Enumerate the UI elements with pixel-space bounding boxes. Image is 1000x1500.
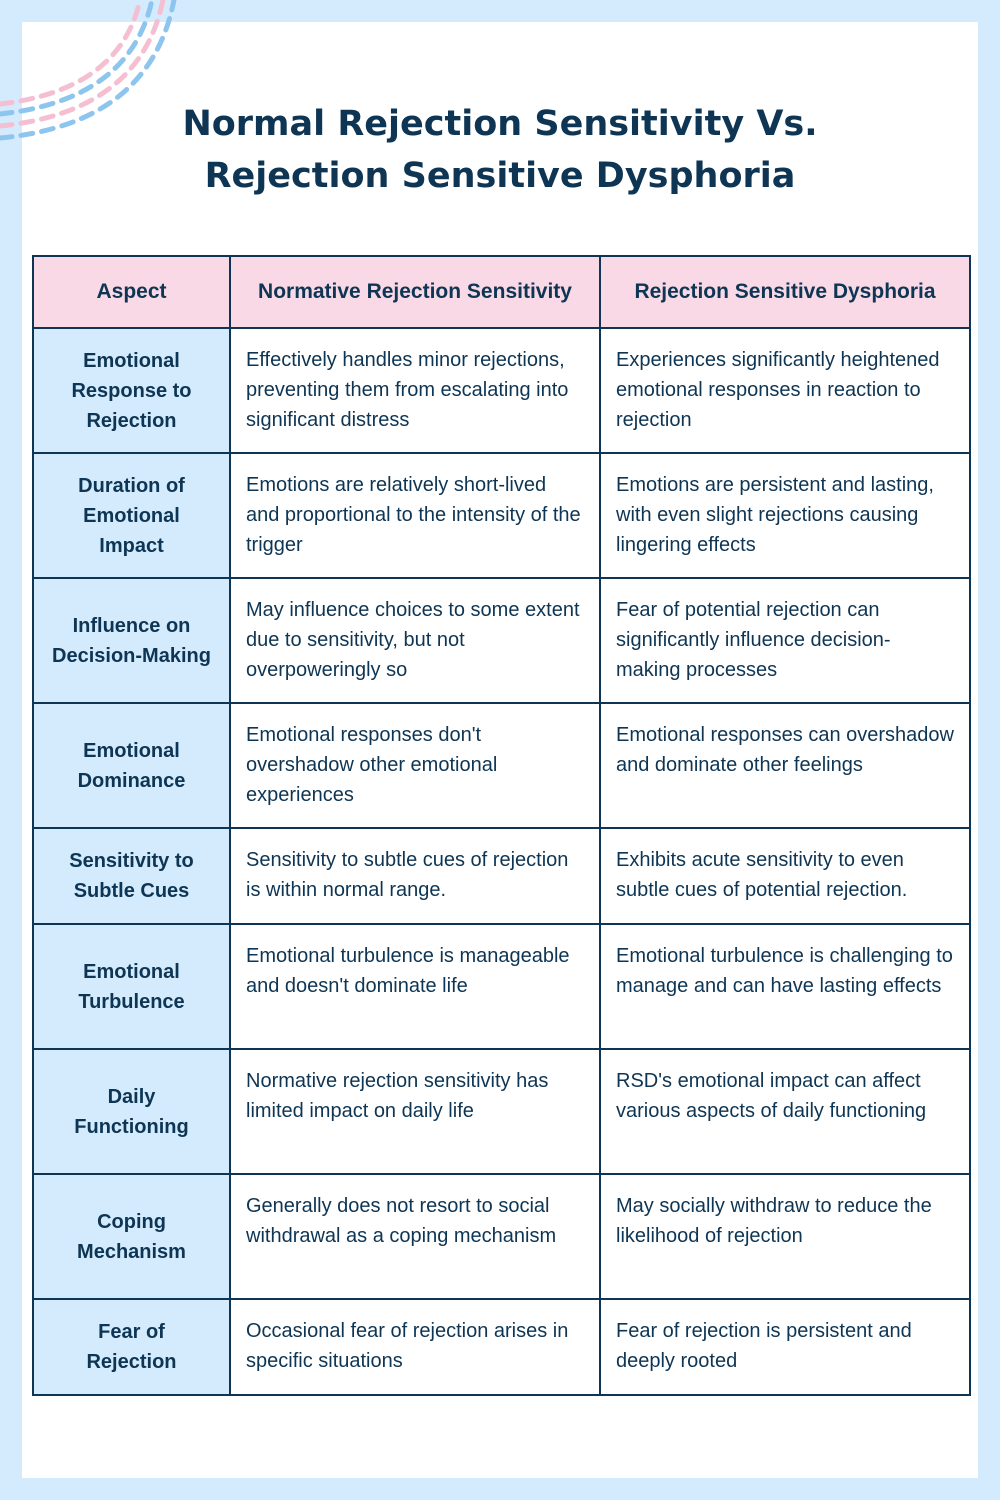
rsd-cell: RSD's emotional impact can affect various aspects of daily functioning	[600, 1049, 970, 1174]
header-row	[33, 256, 970, 328]
table-row	[33, 1174, 970, 1299]
table-row	[33, 578, 970, 703]
table-row	[33, 1299, 970, 1395]
normative-cell: Generally does not resort to social withdrawal as a coping mechanism	[230, 1174, 600, 1299]
table-row	[33, 703, 970, 828]
table-row	[33, 828, 970, 924]
normative-cell: Sensitivity to subtle cues of rejection is within normal range.	[230, 828, 600, 924]
title-line-1: Normal Rejection Sensitivity Vs.	[182, 104, 818, 144]
aspect-cell: Influence on Decision-Making	[33, 578, 230, 703]
rsd-cell: May socially withdraw to reduce the likelihood of rejection	[600, 1174, 970, 1299]
table-row	[33, 453, 970, 578]
rsd-cell: Fear of potential rejection can significantly influence decision-making processes	[600, 578, 970, 703]
normative-cell: May influence choices to some extent due to sensitivity, but not overpoweringly so	[230, 578, 600, 703]
header-aspect: Aspect	[33, 256, 230, 328]
rsd-cell: Emotional turbulence is challenging to manage and can have lasting effects	[600, 924, 970, 1049]
table-row	[33, 328, 970, 453]
table-row	[33, 924, 970, 1049]
aspect-cell: Daily Functioning	[33, 1049, 230, 1174]
comparison-table	[32, 255, 971, 1396]
normative-cell: Emotional responses don't overshadow other emotional experiences	[230, 703, 600, 828]
rsd-cell: Exhibits acute sensitivity to even subtle cues of potential rejection.	[600, 828, 970, 924]
page-title	[0, 98, 1000, 202]
aspect-cell: Duration of Emotional Impact	[33, 453, 230, 578]
rsd-cell: Emotions are persistent and lasting, with even slight rejections causing lingering effects	[600, 453, 970, 578]
normative-cell: Normative rejection sensitivity has limited impact on daily life	[230, 1049, 600, 1174]
aspect-cell: Emotional Response to Rejection	[33, 328, 230, 453]
rsd-cell: Fear of rejection is persistent and deeply rooted	[600, 1299, 970, 1395]
header-normative: Normative Rejection Sensitivity	[230, 256, 600, 328]
normative-cell: Emotions are relatively short-lived and proportional to the intensity of the trigger	[230, 453, 600, 578]
title-line-2: Rejection Sensitive Dysphoria	[204, 156, 796, 196]
aspect-cell: Emotional Dominance	[33, 703, 230, 828]
aspect-cell: Fear of Rejection	[33, 1299, 230, 1395]
table-row	[33, 1049, 970, 1174]
normative-cell: Emotional turbulence is manageable and doesn't dominate life	[230, 924, 600, 1049]
aspect-cell: Coping Mechanism	[33, 1174, 230, 1299]
rsd-cell: Experiences significantly heightened emotional responses in reaction to rejection	[600, 328, 970, 453]
header-rsd: Rejection Sensitive Dysphoria	[600, 256, 970, 328]
rsd-cell: Emotional responses can overshadow and dominate other feelings	[600, 703, 970, 828]
aspect-cell: Sensitivity to Subtle Cues	[33, 828, 230, 924]
aspect-cell: Emotional Turbulence	[33, 924, 230, 1049]
normative-cell: Effectively handles minor rejections, preventing them from escalating into significant distress	[230, 328, 600, 453]
normative-cell: Occasional fear of rejection arises in specific situations	[230, 1299, 600, 1395]
